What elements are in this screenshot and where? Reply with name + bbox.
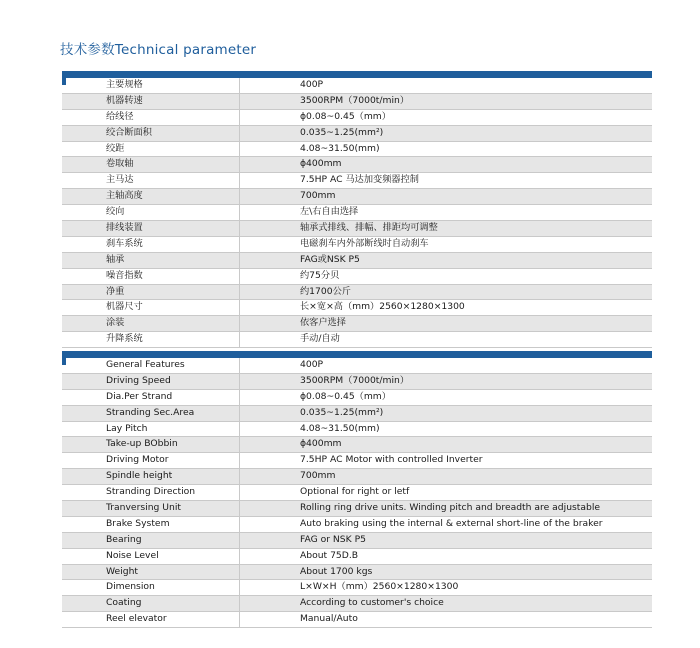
table-header-bar [62,71,652,78]
spec-label: Brake System [62,517,240,532]
table-row [62,110,652,126]
table-row [62,332,652,348]
spec-value: 0.035~1.25(mm²) [300,126,384,138]
spec-value: 0.035~1.25(mm²) [300,406,384,418]
spec-value: 手动/自动 [300,333,340,345]
table-row [62,126,652,142]
spec-value: 电磁刹车内外部断线时自动刹车 [300,237,429,249]
table-row [62,612,652,628]
spec-value: FAG或NSK P5 [300,253,360,265]
spec-value: 依客户选择 [300,317,346,329]
table-row [62,485,652,501]
spec-value: 轴承式排线、排幅、排距均可调整 [300,222,438,234]
table-row [62,501,652,517]
spec-value: 700mm [300,470,336,482]
spec-label: 噪音指数 [62,269,240,284]
spec-value: 左\右自由选择 [300,206,359,218]
spec-label: 刹车系统 [62,237,240,252]
table-row [62,316,652,332]
spec-value: 700mm [300,190,336,202]
spec-label: 绞向 [62,205,240,220]
table-row [62,469,652,485]
spec-label: 轴承 [62,253,240,268]
spec-label: Weight [62,565,240,580]
spec-value: Auto braking using the internal & external short-line of the braker [300,517,603,529]
table-row [62,269,652,285]
table-row [62,358,652,374]
spec-label: Take-up BObbin [62,437,240,452]
spec-value: 7.5HP AC 马达加变频器控制 [300,174,419,186]
spec-label: 净重 [62,285,240,300]
spec-label: Dimension [62,580,240,595]
spec-label: Spindle height [62,469,240,484]
spec-value: About 75D.B [300,549,359,561]
spec-value: 7.5HP AC Motor with controlled Inverter [300,454,483,466]
spec-value: L×W×H（mm）2560×1280×1300 [300,581,459,593]
spec-value: Manual/Auto [300,613,358,625]
table-header-bar [62,351,652,358]
table-row [62,205,652,221]
table-row [62,549,652,565]
spec-value: ϕ0.08~0.45（mm） [300,390,391,402]
spec-label: 主马达 [62,173,240,188]
spec-label: Stranding Sec.Area [62,406,240,421]
table-row [62,94,652,110]
table-row [62,173,652,189]
table-row [62,596,652,612]
spec-value: 3500RPM（7000t/min） [300,374,410,386]
page-title: 技术参数Technical parameter [60,42,257,58]
spec-label: Driving Motor [62,453,240,468]
table-row [62,406,652,422]
table-row [62,157,652,173]
table-row [62,390,652,406]
spec-label: Driving Speed [62,374,240,389]
spec-label: Lay Pitch [62,422,240,437]
spec-label: 涂装 [62,316,240,331]
spec-value: About 1700 kgs [300,565,373,577]
spec-table-english [62,351,652,628]
spec-value: 400P [300,359,324,370]
spec-label: Stranding Direction [62,485,240,500]
spec-value: 约1700公斤 [300,285,351,297]
spec-label: 绞合断面积 [62,126,240,141]
table-row [62,237,652,253]
spec-label: Tranversing Unit [62,501,240,516]
table-row [62,189,652,205]
table-row [62,221,652,237]
spec-label: 主要规格 [62,78,240,93]
spec-label: 排线装置 [62,221,240,236]
spec-value: ϕ0.08~0.45（mm） [300,110,391,122]
spec-value: ϕ400mm [300,158,342,170]
table-row [62,78,652,94]
table-row [62,533,652,549]
table-row [62,300,652,316]
spec-value: Rolling ring drive units. Winding pitch and breadth are adjustable [300,502,601,514]
spec-label: 绞距 [62,142,240,157]
spec-label: Noise Level [62,549,240,564]
table-row [62,374,652,390]
spec-value: According to customer's choice [300,597,444,609]
spec-label: 机器转速 [62,94,240,109]
table-row [62,517,652,533]
spec-label: 给线径 [62,110,240,125]
table-row [62,142,652,158]
table-row [62,437,652,453]
spec-label: 主轴高度 [62,189,240,204]
spec-label: 卷取轴 [62,157,240,172]
table-row [62,422,652,438]
spec-label: 机器尺寸 [62,300,240,315]
table-row [62,253,652,269]
spec-value: ϕ400mm [300,438,342,450]
spec-label: Reel elevator [62,612,240,627]
spec-value: 约75分贝 [300,269,340,281]
spec-label: Coating [62,596,240,611]
table-row [62,285,652,301]
spec-label: 升降系统 [62,332,240,347]
spec-value: 3500RPM（7000t/min） [300,94,410,106]
table-row [62,565,652,581]
table-row [62,453,652,469]
spec-label: General Features [62,358,240,373]
spec-value: 4.08~31.50(mm) [300,422,380,434]
spec-value: Optional for right or letf [300,486,410,498]
spec-value: 4.08~31.50(mm) [300,142,380,154]
spec-value: 长×宽×高（mm）2560×1280×1300 [300,301,465,313]
spec-label: Bearing [62,533,240,548]
spec-label: Dia.Per Strand [62,390,240,405]
table-row [62,580,652,596]
spec-value: FAG or NSK P5 [300,533,366,545]
spec-value: 400P [300,79,324,90]
spec-table-chinese [62,71,652,348]
